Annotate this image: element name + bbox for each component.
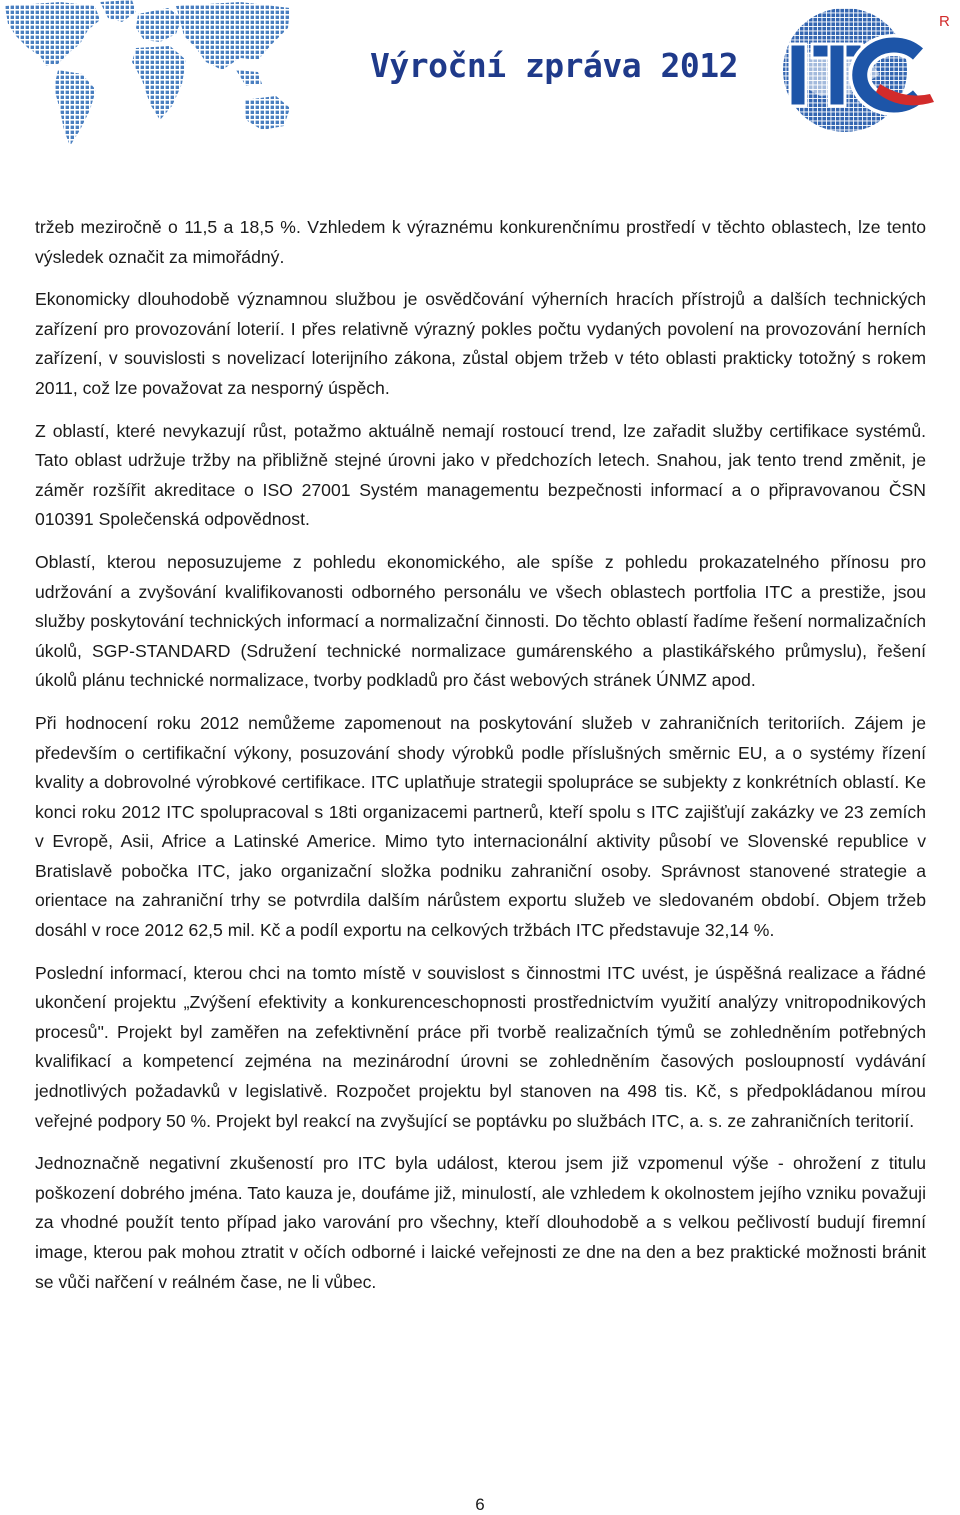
paragraph-gaming-devices: Ekonomicky dlouhodobě významnou službou je osvědčování výherních hracích přístrojů a dalších technických zařízení pro provozování loterií. I přes relativně výrazný pokles počtu vydaných povolení na provozování herních zařízení, v souvislosti s novelizací loterijního zákona, zůstal objem tržeb v této oblasti prakticky totožný s rokem 2011, což lze považovat za nesporný úspěch. xyxy=(35,289,926,398)
itc-logo-icon xyxy=(750,4,960,134)
paragraph-negative-experience: Jednoznačně negativní zkušeností pro ITC byla událost, kterou jsem již vzpomenul výše - ohrožení z titulu poškození dobrého jména. Tato kauza je, doufáme již, minulostí, ale vzhledem k okolnostem jejího vzniku považuji za vhodné použít tento případ jako varování pro všechny, kteří dlouhodobě a s velkou pečlivostí budují firemní image, kterou pak mohou ztratit v očích odborné i laické veřejnosti ze dne na den a bez praktické možnosti bránit se vůči nařčení v reálném čase, ne li vůbec. xyxy=(35,1153,926,1292)
paragraph-system-certification: Z oblastí, které nevykazují růst, potažmo aktuálně nemají rostoucí trend, lze zařadit služby certifikace systémů. Tato oblast udržuje tržby na přibližně stejné úrovni jako v předchozích letech. Snahou, jak tento trend změnit, je záměr rozšířit akreditace o ISO 27001 Systém managementu bezpečnosti informací a o připravovanou ČSN 010391 Společenská odpovědnost. xyxy=(35,420,926,530)
page-header xyxy=(0,0,960,160)
paragraph-technical-information: Oblastí, kterou neposuzujeme z pohledu ekonomického, ale spíše z pohledu prokazatelného přínosu pro udržování a zvyšování kvalifikovanosti odborného personálu ve všech oblastech portfolia ITC a prestiže, jsou služby poskytování technických informací a normalizační činnosti. Do těchto oblastí řadíme řešení normalizačních úkolů, SGP-STANDARD (Sdružení technické normalizace gumárenského a plastikářského průmyslu), řešení úkolů plánu technické normalizace, tvorby podkladů pro část webových stránek ÚNMZ apod. xyxy=(35,551,926,691)
paragraph-foreign-territories: Při hodnocení roku 2012 nemůžeme zapomenout na poskytování služeb v zahraničních teritoriích. Zájem je především o certifikační výkony, posuzování shody výrobků podle příslušných směrnic EU, a o systémy řízení kvality a dobrovolné výrobkové certifikace. ITC uplatňuje strategii spolupráce se subjekty z konkrétních oblastí. Ke konci roku 2012 ITC spolupracoval s 18ti organizacemi partnerů, kteří spolu s ITC zajišťují zakázky ve 23 zemích v Evropě, Asii, Africe a Latinské Americe. Mimo tyto internacionální aktivity působí ve Slovenské republice v Bratislavě pobočka ITC, jako organizační složka podniku zahraniční osoby. Správnost stanovené strategie a orientace na zahraniční trhy se potvrdila dalším nárůstem exportu služeb ve sledovaném období. Objem tržeb dosáhl v roce 2012 62,5 mil. Kč a podíl exportu na celkových tržbách ITC představuje 32,14 %. xyxy=(35,712,926,941)
page-number: 6 xyxy=(475,1495,485,1514)
paragraph-project-completion: Poslední informací, kterou chci na tomto místě v souvislost s činnostmi ITC uvést, je úspěšná realizace a řádné ukončení projektu „Zvýšení efektivity a konkurenceschopnosti prostřednictvím využití analýzy vnitropodnikových procesů". Projekt byl zaměřen na zefektivnění práce při tvorbě realizačních týmů se zohledněním potřebných kvalifikací a kompetencí zejména na mezinárodní úrovni se zohledněním časových posloupností vydávání jednotlivých požadavků v legislativě. Rozpočet projektu byl stanoven na 498 tis. Kč, s předpokládanou mírou veřejné podpory 50 %. Projekt byl reakcí na zvyšující se poptávku po službách ITC, a. s. ze zahraničních teritorií. xyxy=(35,962,926,1131)
report-body xyxy=(35,213,926,1310)
world-map-icon xyxy=(0,0,300,150)
paragraph-revenue-growth: tržeb meziročně o 11,5 a 18,5 %. Vzhledem k výraznému konkurenčnímu prostředí v těchto oblastech, lze tento výsledek označit za mimořádný. xyxy=(35,217,926,267)
report-title: Výroční zpráva 2012 xyxy=(370,46,738,85)
registered-mark: R xyxy=(939,13,950,30)
